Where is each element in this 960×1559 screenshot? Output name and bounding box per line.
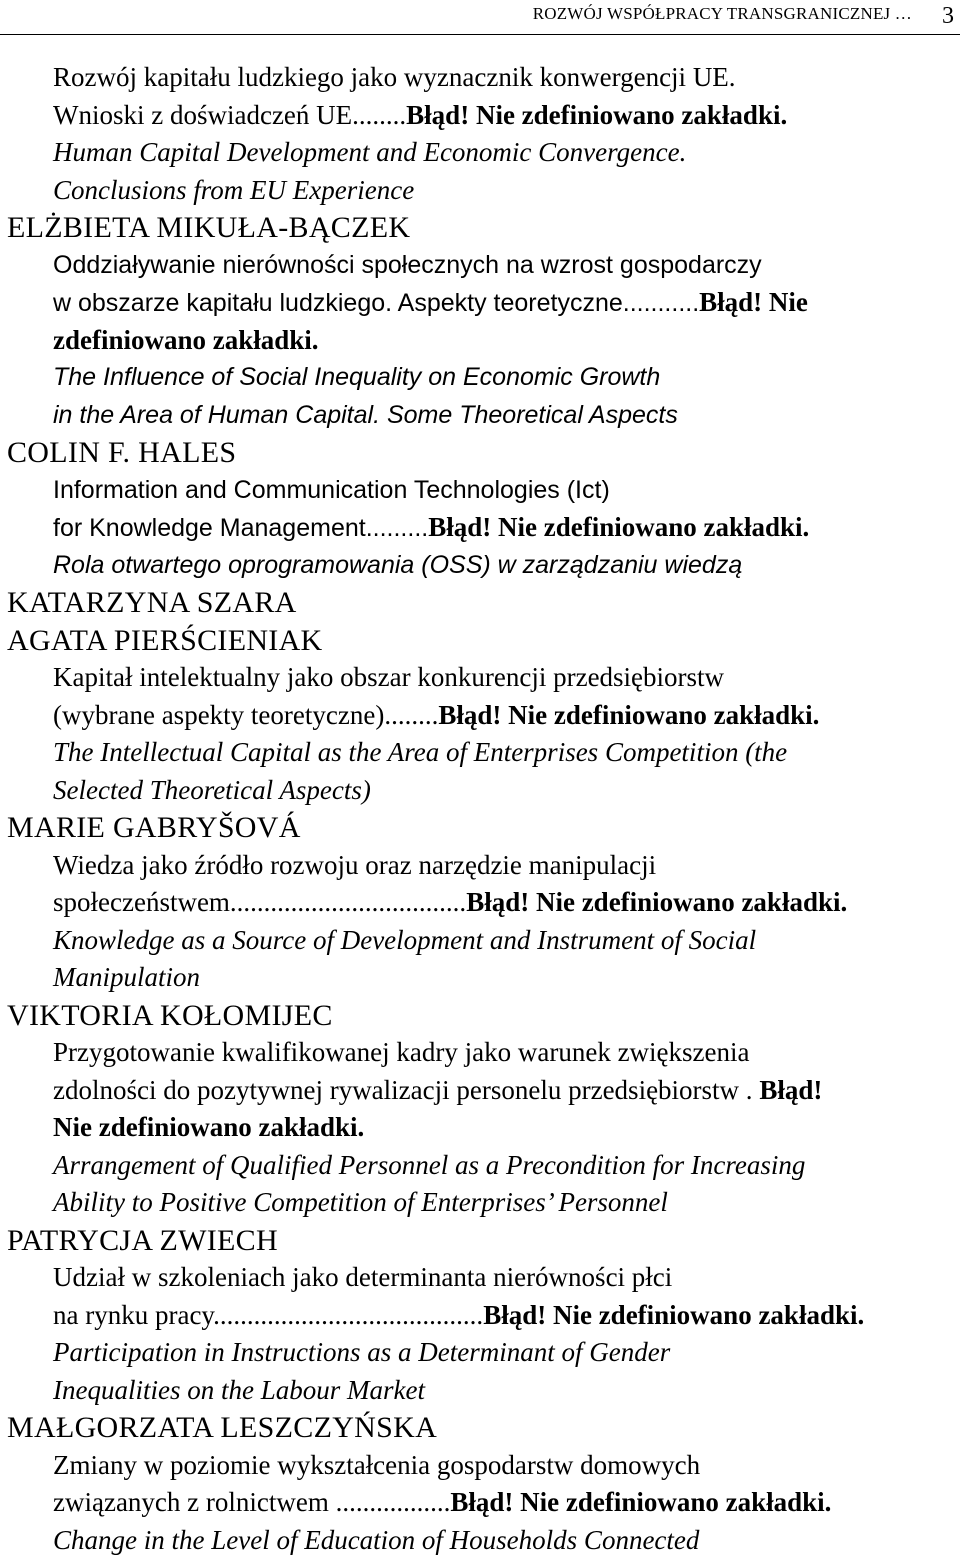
toc-english-title-line	[0, 1372, 960, 1410]
toc-title-text: Przygotowanie kwalifikowanej kadry jako warunek zwiększenia	[53, 1037, 750, 1067]
toc-title-text: for Knowledge Management.........	[53, 514, 428, 542]
toc-polish-title-line	[0, 322, 960, 360]
toc-title-text: na rynku pracy........................................	[53, 1300, 483, 1330]
toc-title-text: Rola otwartego oprogramowania (OSS) w zarządzaniu wiedzą	[53, 551, 742, 579]
toc-polish-title-line	[0, 1034, 960, 1072]
toc-title-text: Human Capital Development and Economic Convergence.	[53, 137, 686, 167]
toc-english-title-line	[0, 772, 960, 810]
toc-polish-title-line	[0, 1484, 960, 1522]
toc-page-reference-error: Błąd!	[759, 1075, 822, 1105]
toc-english-title-line	[0, 134, 960, 172]
toc-title-text: Kapitał intelektualny jako obszar konkurencji przedsiębiorstw	[53, 662, 724, 692]
toc-title-text: Udział w szkoleniach jako determinanta nierówności płci	[53, 1262, 672, 1292]
toc-polish-title-line	[0, 97, 960, 135]
toc-page-reference-error: Błąd! Nie zdefiniowano zakładki.	[428, 512, 809, 542]
toc-polish-title-line	[0, 1072, 960, 1110]
toc-english-title-line	[0, 1334, 960, 1372]
toc-author: AGATA PIERŚCIENIAK	[0, 622, 960, 660]
toc-title-text: Inequalities on the Labour Market	[53, 1375, 425, 1405]
toc-english-title-line	[0, 172, 960, 210]
toc-polish-title-line	[0, 247, 960, 285]
toc-title-text: The Intellectual Capital as the Area of Enterprises Competition (the	[53, 737, 787, 767]
toc-polish-title-line	[0, 284, 960, 322]
running-title: ROZWÓJ WSPÓŁPRACY TRANSGRANICZNEJ …	[533, 4, 912, 24]
toc-polish-title-line	[0, 59, 960, 97]
toc-page-reference-error: Błąd! Nie zdefiniowano zakładki.	[450, 1487, 831, 1517]
toc-page-reference-error: Błąd! Nie zdefiniowano zakładki.	[406, 100, 787, 130]
toc-english-title-line	[0, 1147, 960, 1185]
toc-page-reference-error: Błąd! Nie zdefiniowano zakładki.	[438, 700, 819, 730]
toc-title-text: Manipulation	[53, 962, 200, 992]
toc-title-text: Selected Theoretical Aspects)	[53, 775, 371, 805]
toc-title-text: związanych z rolnictwem .................	[53, 1487, 450, 1517]
toc-page-reference-error: Błąd! Nie zdefiniowano zakładki.	[466, 887, 847, 917]
toc-title-text: Change in the Level of Education of Households Connected	[53, 1525, 699, 1555]
toc-author: MAŁGORZATA LESZCZYŃSKA	[0, 1409, 960, 1447]
toc-page-reference-error: zdefiniowano zakładki.	[53, 325, 319, 355]
toc-polish-title-line	[0, 472, 960, 510]
toc-english-title-line	[0, 922, 960, 960]
toc-author: MARIE GABRYŠOVÁ	[0, 809, 960, 847]
toc-polish-title-line	[0, 509, 960, 547]
toc-polish-title-line	[0, 1297, 960, 1335]
toc-title-text: Zmiany w poziomie wykształcenia gospodarstw domowych	[53, 1450, 700, 1480]
toc-english-title-line	[0, 1184, 960, 1222]
toc-polish-title-line	[0, 659, 960, 697]
toc-polish-title-line	[0, 1109, 960, 1147]
toc-title-text: Ability to Positive Competition of Enterprises’ Personnel	[53, 1187, 668, 1217]
toc-page-reference-error: Błąd! Nie zdefiniowano zakładki.	[483, 1300, 864, 1330]
toc-title-text: Information and Communication Technologies (Ict)	[53, 476, 610, 504]
toc-title-text: The Influence of Social Inequality on Economic Growth	[53, 363, 660, 391]
toc-english-title-line	[0, 959, 960, 997]
toc-author: KATARZYNA SZARA	[0, 584, 960, 622]
table-of-contents	[0, 59, 960, 1559]
toc-title-text: Conclusions from EU Experience	[53, 175, 414, 205]
toc-author: COLIN F. HALES	[0, 434, 960, 472]
toc-polish-title-line	[0, 1447, 960, 1485]
toc-polish-title-line	[0, 847, 960, 885]
toc-title-text: Rozwój kapitału ludzkiego jako wyznacznik konwergencji UE.	[53, 62, 736, 92]
toc-title-text: społeczeństwem...................................	[53, 887, 466, 917]
toc-polish-title-line	[0, 697, 960, 735]
toc-title-text: Participation in Instructions as a Determinant of Gender	[53, 1337, 670, 1367]
toc-author: VIKTORIA KOŁOMIJEC	[0, 997, 960, 1035]
toc-title-text: Knowledge as a Source of Development and Instrument of Social	[53, 925, 756, 955]
running-header	[0, 0, 960, 35]
page-number: 3	[942, 3, 954, 30]
toc-title-text: Wnioski z doświadczeń UE........	[53, 100, 406, 130]
toc-polish-title-line	[0, 1259, 960, 1297]
toc-polish-title-line	[0, 884, 960, 922]
toc-title-text: Arrangement of Qualified Personnel as a Precondition for Increasing	[53, 1150, 805, 1180]
toc-title-text: (wybrane aspekty teoretyczne)........	[53, 700, 438, 730]
toc-title-text: in the Area of Human Capital. Some Theoretical Aspects	[53, 401, 678, 429]
toc-english-title-line	[0, 359, 960, 397]
toc-author: PATRYCJA ZWIECH	[0, 1222, 960, 1260]
toc-english-title-line	[0, 397, 960, 435]
toc-english-title-line	[0, 734, 960, 772]
toc-english-title-line	[0, 547, 960, 585]
toc-english-title-line	[0, 1522, 960, 1559]
toc-page-reference-error: Błąd! Nie	[699, 287, 808, 317]
toc-title-text: w obszarze kapitału ludzkiego. Aspekty teoretyczne...........	[53, 289, 699, 317]
toc-title-text: Wiedza jako źródło rozwoju oraz narzędzie manipulacji	[53, 850, 656, 880]
toc-title-text: zdolności do pozytywnej rywalizacji personelu przedsiębiorstw .	[53, 1075, 759, 1105]
toc-author: ELŻBIETA MIKUŁA-BĄCZEK	[0, 209, 960, 247]
toc-title-text: Oddziaływanie nierówności społecznych na wzrost gospodarczy	[53, 251, 762, 279]
toc-page-reference-error: Nie zdefiniowano zakładki.	[53, 1112, 364, 1142]
